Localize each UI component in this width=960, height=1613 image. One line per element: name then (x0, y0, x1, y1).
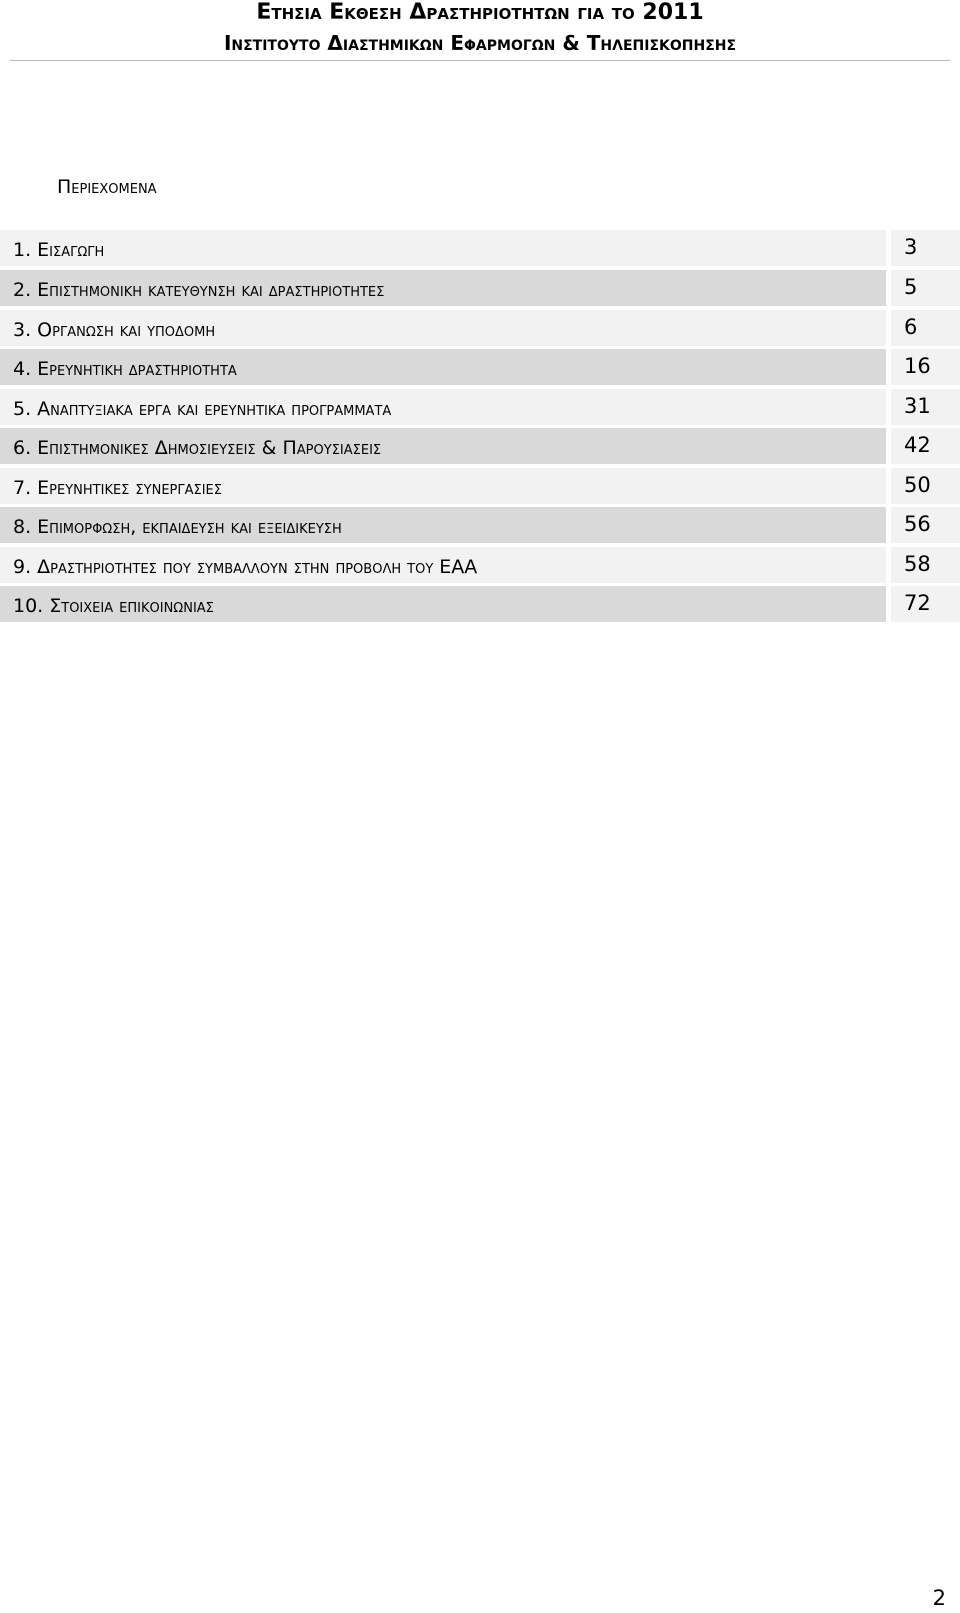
toc-entry-title: 2. Επιστημονικη κατευθυνση και δραστηριοτητες (0, 270, 886, 306)
toc-entry-page: 3 (891, 230, 960, 266)
toc-entry[interactable] (0, 428, 960, 464)
toc-entry[interactable] (0, 468, 960, 504)
toc-entry[interactable] (0, 349, 960, 385)
toc-entry[interactable] (0, 547, 960, 583)
toc-entry-page: 56 (891, 507, 960, 543)
toc-entry-page: 42 (891, 428, 960, 464)
toc-entry-title: 8. Επιμορφωση, εκπαιδευση και εξειδικευση (0, 507, 886, 543)
toc-entry-title: 10. Στοιχεια επικοινωνιας (0, 586, 886, 622)
header-divider (10, 60, 950, 61)
toc-entry[interactable] (0, 230, 960, 266)
toc-entry[interactable] (0, 389, 960, 425)
page-number: 2 (932, 1586, 946, 1610)
toc-entry-title: 7. Ερευνητικες συνεργασιες (0, 468, 886, 504)
toc-entry-title: 9. Δραστηριοτητες που συμβαλλουν στην προβολη του ΕΑΑ (0, 547, 886, 583)
toc-entry[interactable] (0, 507, 960, 543)
report-title: Ετησια Εκθεση Δραστηριοτητων για το 2011 (256, 0, 704, 25)
institute-name: Ινστιτουτο Διαστημικων Εφαρμογων & Τηλεπισκοπησης (223, 31, 737, 55)
toc-entry-title: 1. Εισαγωγη (0, 230, 886, 266)
toc-entry-page: 16 (891, 349, 960, 385)
toc-entry-title: 4. Ερευνητικη δραστηριοτητα (0, 349, 886, 385)
toc-entry-page: 31 (891, 389, 960, 425)
toc-entry-page: 58 (891, 547, 960, 583)
toc-heading: Περιεχομενα (57, 176, 157, 198)
toc-entry-page: 72 (891, 586, 960, 622)
toc-entry-title: 6. Επιστημονικες Δημοσιευσεις & Παρουσιασεις (0, 428, 886, 464)
toc-entry-page: 6 (891, 310, 960, 346)
toc-entry[interactable] (0, 586, 960, 622)
toc-entry-title: 5. Αναπτυξιακα εργα και ερευνητικα προγραμματα (0, 389, 886, 425)
toc-entry-page: 50 (891, 468, 960, 504)
toc-entry[interactable] (0, 270, 960, 306)
toc-entry-title: 3. Οργανωση και υποδομη (0, 310, 886, 346)
toc-entry[interactable] (0, 310, 960, 346)
toc-entry-page: 5 (891, 270, 960, 306)
